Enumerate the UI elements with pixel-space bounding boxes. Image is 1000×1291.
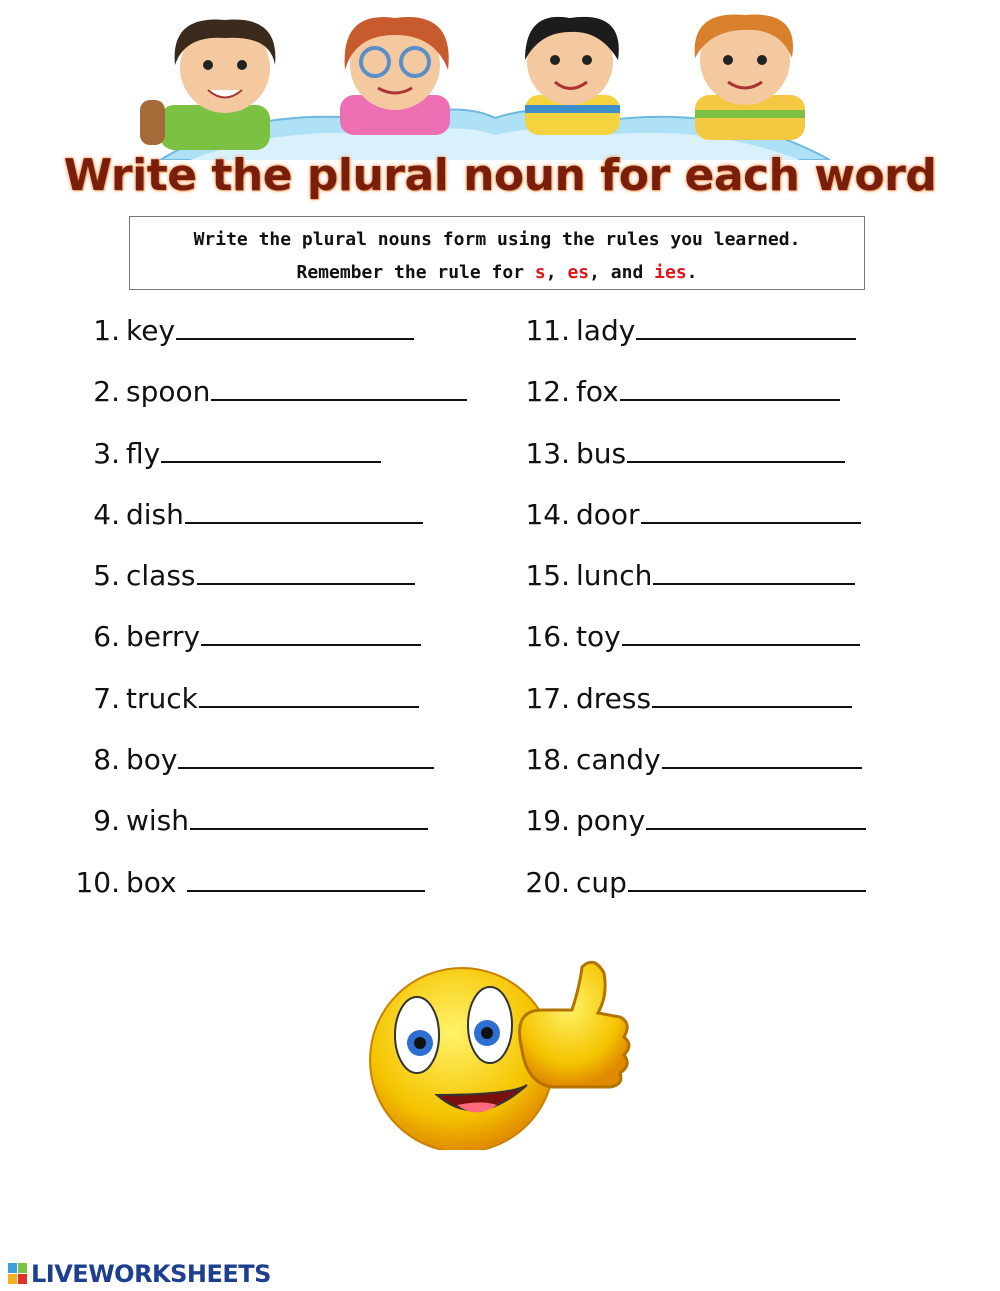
item-word-wrap bbox=[126, 866, 425, 899]
answer-blank[interactable] bbox=[652, 682, 852, 708]
instructions-line-2-prefix: Remember the rule for bbox=[296, 262, 535, 283]
item-number: 11. bbox=[525, 314, 570, 347]
item-number: 3. bbox=[93, 436, 120, 470]
item-word-wrap bbox=[576, 804, 866, 837]
answer-blank[interactable] bbox=[176, 314, 414, 340]
item-word: door bbox=[576, 497, 640, 531]
item-number: 5. bbox=[93, 559, 120, 593]
item-number: 14. bbox=[525, 497, 570, 531]
item-word: cup bbox=[576, 865, 627, 899]
answer-blank[interactable] bbox=[628, 866, 866, 892]
item-number: 2. bbox=[93, 375, 120, 409]
footer-brand-text: LIVEWORKSHEETS bbox=[31, 1260, 271, 1288]
kids-reading-illustration bbox=[130, 10, 860, 160]
item-word: pony bbox=[576, 804, 646, 838]
item-word: class bbox=[126, 559, 196, 593]
item-number: 8. bbox=[93, 743, 120, 777]
instructions-box bbox=[129, 216, 865, 290]
rule-ies: ies bbox=[654, 262, 687, 283]
item-number: 9. bbox=[93, 804, 120, 838]
item-number: 18. bbox=[525, 743, 570, 777]
item-word-wrap bbox=[576, 743, 862, 776]
item-word: dish bbox=[126, 497, 184, 531]
item-word: lunch bbox=[576, 559, 653, 593]
answer-blank[interactable] bbox=[646, 804, 866, 830]
item-word-wrap bbox=[576, 375, 840, 408]
item-word: fox bbox=[576, 375, 619, 409]
item-word: toy bbox=[576, 620, 621, 654]
item-word-wrap bbox=[126, 682, 419, 715]
item-word-wrap bbox=[126, 559, 415, 592]
item-number: 1. bbox=[93, 314, 120, 347]
item-word-wrap bbox=[126, 498, 423, 531]
item-word-wrap bbox=[126, 743, 434, 776]
item-word: candy bbox=[576, 743, 661, 777]
separator: , bbox=[545, 262, 568, 283]
separator: , and bbox=[589, 262, 655, 283]
answer-blank[interactable] bbox=[662, 743, 862, 769]
instructions-line-2 bbox=[130, 262, 864, 283]
page-title: Write the plural noun for each word bbox=[63, 150, 937, 201]
answer-blank[interactable] bbox=[187, 866, 425, 892]
answer-blank[interactable] bbox=[627, 437, 845, 463]
item-number: 10. bbox=[75, 865, 120, 899]
item-number: 13. bbox=[525, 436, 570, 470]
item-word: berry bbox=[126, 620, 201, 654]
answer-blank[interactable] bbox=[185, 498, 423, 524]
item-number: 15. bbox=[525, 559, 570, 593]
item-word: key bbox=[126, 314, 176, 347]
answer-blank[interactable] bbox=[622, 620, 860, 646]
item-word-wrap bbox=[576, 314, 856, 347]
item-number: 4. bbox=[93, 497, 120, 531]
rule-es: es bbox=[567, 262, 590, 283]
item-word-wrap bbox=[126, 314, 414, 347]
item-word-wrap bbox=[576, 498, 861, 531]
item-number: 6. bbox=[93, 620, 120, 654]
item-word: wish bbox=[126, 804, 190, 838]
item-word: bus bbox=[576, 436, 627, 470]
answer-blank[interactable] bbox=[653, 559, 855, 585]
answer-blank[interactable] bbox=[190, 804, 428, 830]
answer-blank[interactable] bbox=[641, 498, 861, 524]
item-word-wrap bbox=[576, 866, 866, 899]
item-word: boy bbox=[126, 743, 178, 777]
footer-brand[interactable] bbox=[8, 1258, 271, 1290]
item-word: spoon bbox=[126, 375, 211, 409]
answer-blank[interactable] bbox=[197, 559, 415, 585]
item-word-wrap bbox=[126, 437, 381, 470]
item-number: 20. bbox=[525, 865, 570, 899]
item-number: 19. bbox=[525, 804, 570, 838]
item-word: dress bbox=[576, 681, 652, 715]
thumbs-up-smiley-icon bbox=[362, 955, 642, 1150]
period: . bbox=[686, 262, 698, 283]
answer-blank[interactable] bbox=[211, 375, 467, 401]
item-word-wrap bbox=[576, 682, 852, 715]
rule-s: s bbox=[534, 262, 546, 283]
answer-blank[interactable] bbox=[178, 743, 434, 769]
item-word-wrap bbox=[576, 620, 860, 653]
item-number: 17. bbox=[525, 681, 570, 715]
item-word-wrap bbox=[576, 437, 845, 470]
answer-blank[interactable] bbox=[636, 314, 856, 340]
answer-blank[interactable] bbox=[199, 682, 419, 708]
answer-blank[interactable] bbox=[201, 620, 421, 646]
item-word-wrap bbox=[576, 559, 855, 592]
item-word: truck bbox=[126, 681, 198, 715]
answer-blank[interactable] bbox=[161, 437, 381, 463]
item-word: lady bbox=[576, 314, 636, 347]
instructions-line-1: Write the plural nouns form using the rules you learned. bbox=[193, 229, 801, 250]
item-number: 12. bbox=[525, 375, 570, 409]
liveworksheets-logo-icon bbox=[8, 1263, 28, 1285]
item-word-wrap bbox=[126, 375, 467, 408]
item-word: fly bbox=[126, 436, 161, 470]
item-word-wrap bbox=[126, 620, 421, 653]
item-word: box bbox=[126, 865, 186, 899]
item-word-wrap bbox=[126, 804, 428, 837]
item-number: 16. bbox=[525, 620, 570, 654]
answer-blank[interactable] bbox=[620, 375, 840, 401]
item-number: 7. bbox=[93, 681, 120, 715]
